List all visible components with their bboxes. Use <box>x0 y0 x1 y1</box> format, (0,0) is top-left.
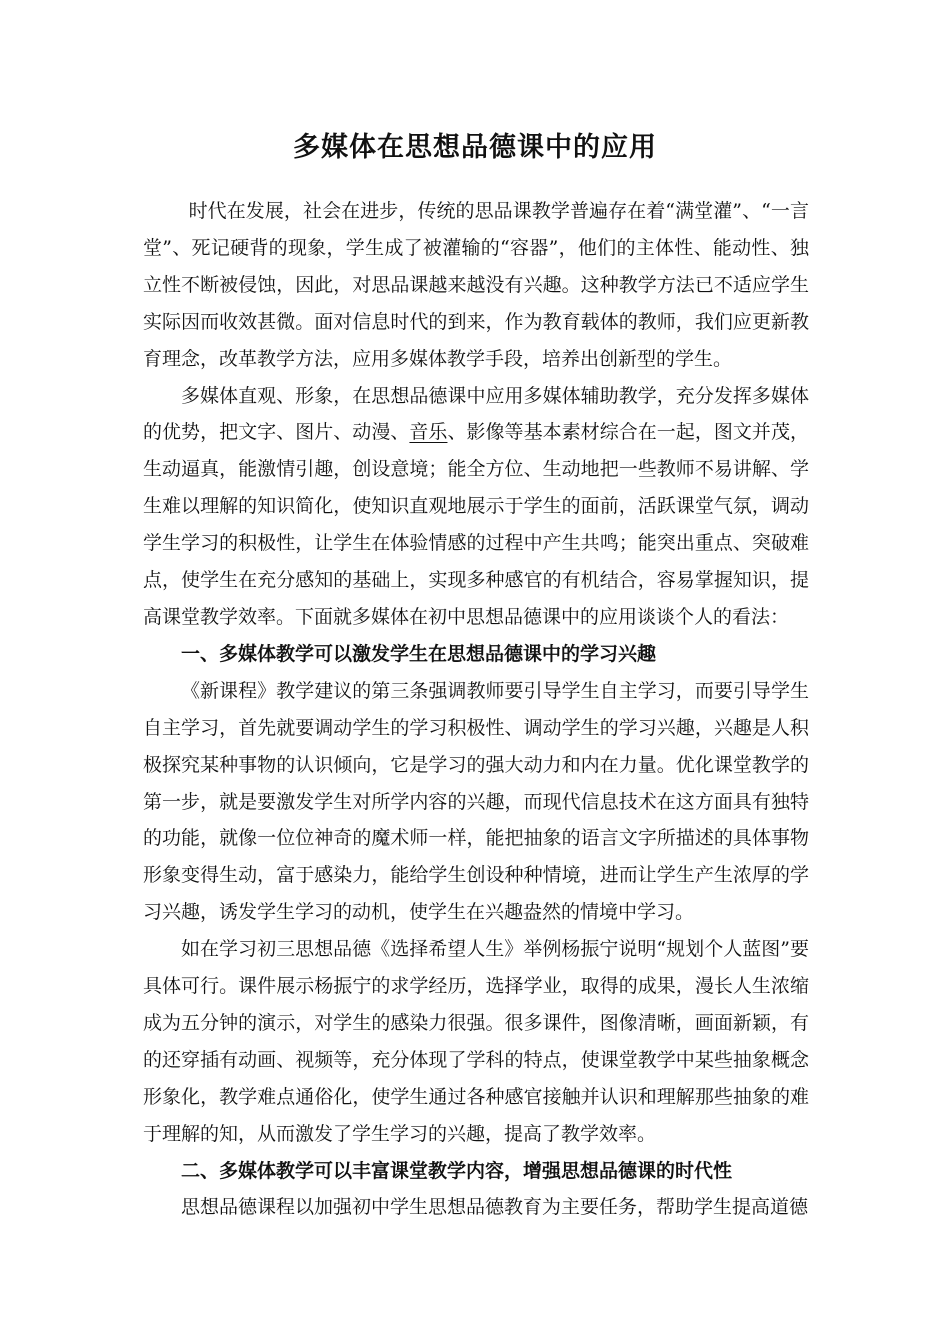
document-title: 多媒体在思想品德课中的应用 <box>293 132 657 163</box>
paragraph-course-goal: 思想品德课程以加强初中学生思想品德教育为主要任务，帮助学生提高道德 <box>181 1196 809 1219</box>
document-body <box>143 193 809 1226</box>
paragraph-text-after-link: 、影像等基本素材综合在一起，图文并茂，生动逼真，能激情引趣，创设意境；能全方位、生动地把一些教师不易讲解、学生难以理解的知识简化，使知识直观地展示于学生的面前，活跃课堂气氛，调动学生学习的积极性，让学生在体验情感的过程中产生共鸣；能突出重点、突破难点，使学生在充分感知的基础上，实现多种感官的有机结合，容易掌握知识，提高课堂教学效率。下面就多媒体在初中思想品德课中的应用谈谈个人的看法： <box>143 421 809 628</box>
paragraph-new-curriculum: 《新课程》教学建议的第三条强调教师要引导学生自主学习，而要引导学生自主学习，首先就要调动学生的学习积极性、调动学生的学习兴趣，兴趣是人积极探究某种事物的认识倾向，它是学习的强大动力和内在力量。优化课堂教学的第一步，就是要激发学生对所学内容的兴趣，而现代信息技术在这方面具有独特的功能，就像一位位神奇的魔术师一样，能把抽象的语言文字所描述的具体事物形象变得生动，富于感染力，能给学生创设种种情境，进而让学生产生浓厚的学习兴趣，诱发学生学习的动机，使学生在兴趣盎然的情境中学习。 <box>143 679 809 924</box>
section-heading-1: 一、多媒体教学可以激发学生在思想品德课中的学习兴趣 <box>181 642 657 665</box>
section-heading-2: 二、多媒体教学可以丰富课堂教学内容，增强思想品德课的时代性 <box>181 1159 733 1182</box>
music-link[interactable]: 音乐 <box>409 421 448 444</box>
paragraph-multimedia-advantages <box>143 378 809 636</box>
paragraph-intro: 时代在发展，社会在进步，传统的思品课教学普遍存在着“满堂灌”、“一言堂”、死记硬背的现象，学生成了被灌输的“容器”，他们的主体性、能动性、独立性不断被侵蚀，因此，对思品课越来越没有兴趣。这种教学方法已不适应学生实际因而收效甚微。面对信息时代的到来，作为教育载体的教师，我们应更新教育理念，改革教学方法，应用多媒体教学手段，培养出创新型的学生。 <box>143 200 809 370</box>
paragraph-text-before-link: 多媒体直观、形象，在思想品德课中应用多媒体辅助教学，充分发挥多媒体的优势，把文字、图片、动漫、 <box>143 384 809 444</box>
paragraph-example: 如在学习初三思想品德《选择希望人生》举例杨振宁说明“规划个人蓝图”要具体可行。课件展示杨振宁的求学经历，选择学业，取得的成果，漫长人生浓缩成为五分钟的演示，对学生的感染力很强。很多课件，图像清晰，画面新颖，有的还穿插有动画、视频等，充分体现了学科的特点，使课堂教学中某些抽象概念形象化，教学难点通俗化，使学生通过各种感官接触并认识和理解那些抽象的难于理解的知，从而激发了学生学习的兴趣，提高了教学效率。 <box>143 938 809 1145</box>
